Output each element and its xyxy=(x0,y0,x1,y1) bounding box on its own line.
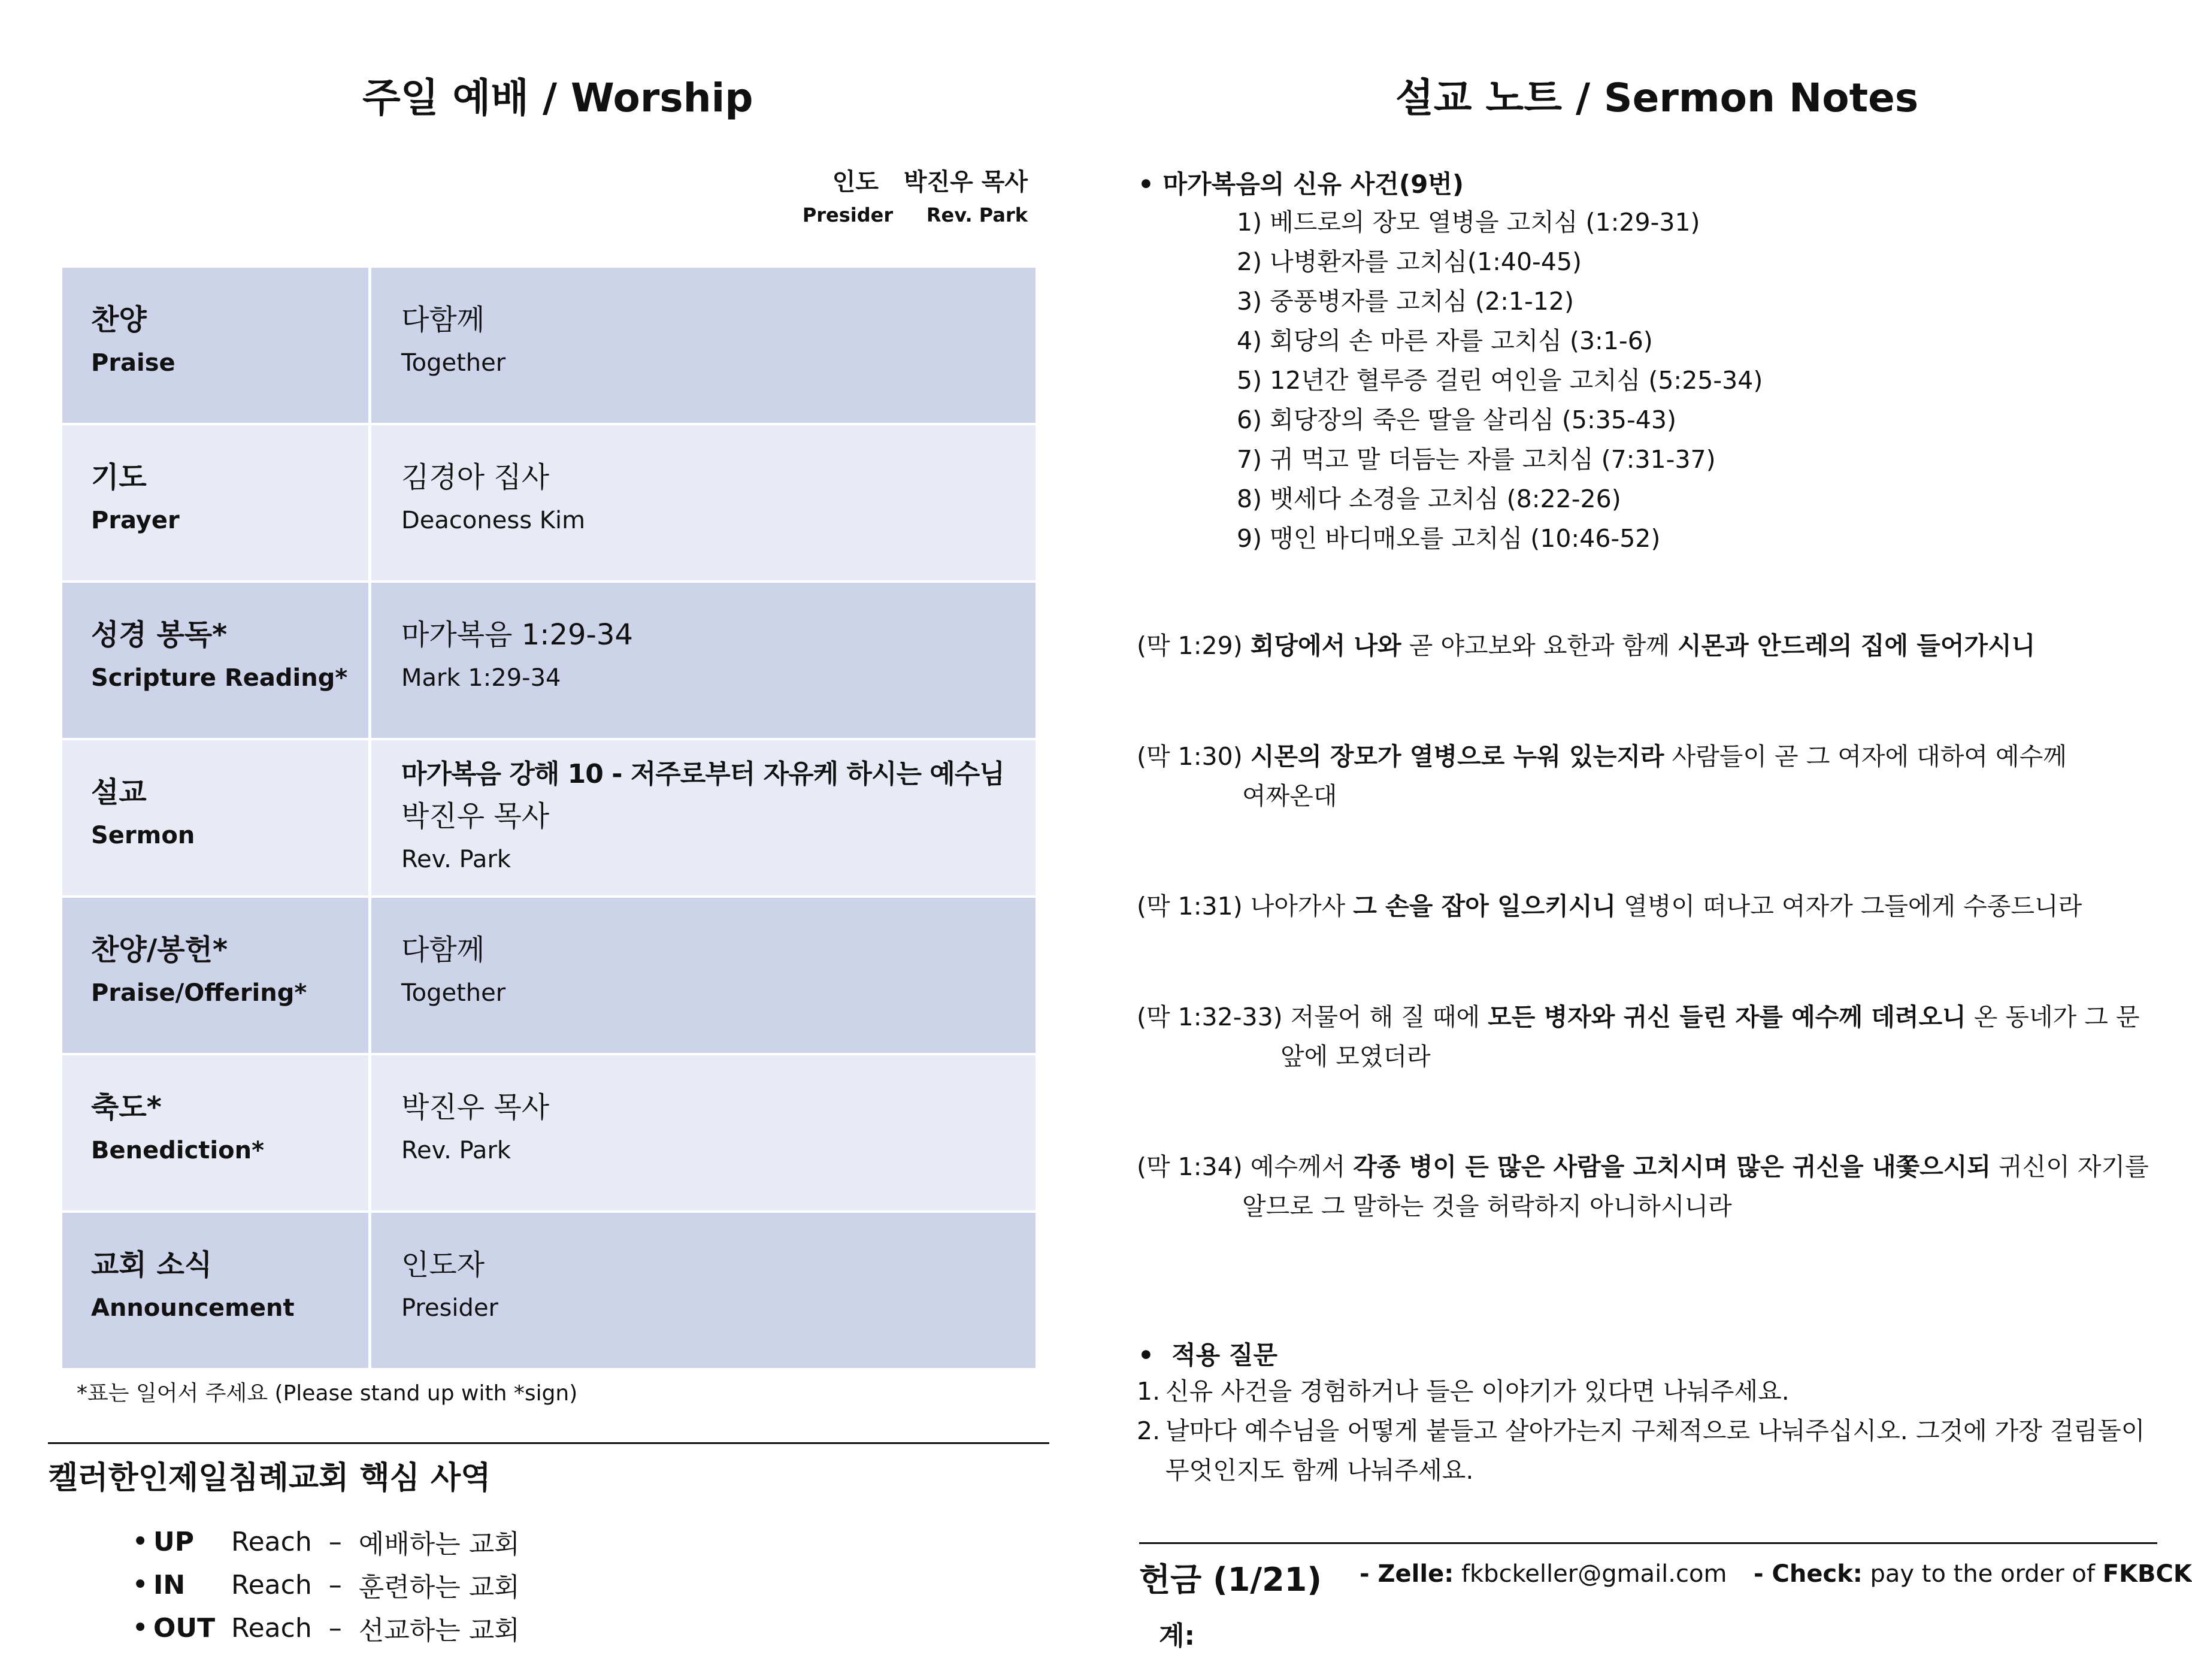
question-text: 신유 사건을 경험하거나 들은 이야기가 있다면 나눠주세요. xyxy=(1165,1377,1790,1406)
order-value-cell xyxy=(371,1213,1036,1368)
healing-list xyxy=(1237,202,1763,558)
order-row-announcement xyxy=(62,1213,1036,1368)
order-label-cell xyxy=(62,1213,371,1368)
question-header xyxy=(1138,1336,1277,1372)
presider-label-en: Presider xyxy=(802,204,894,226)
list-item: 2) 나병환자를 고치심(1:40-45) xyxy=(1237,247,1582,276)
section-divider xyxy=(48,1442,1049,1444)
bullet-icon: • xyxy=(132,1525,149,1558)
order-label-ko: 찬양/봉헌* xyxy=(91,933,228,967)
list-item: 8) 뱃세다 소경을 고치심 (8:22-26) xyxy=(1237,485,1621,513)
order-label-ko: 교회 소식 xyxy=(91,1248,213,1282)
question-header-text: 적용 질문 xyxy=(1171,1340,1278,1370)
healing-header-text: 마가복음의 신유 사건(9번) xyxy=(1162,169,1464,199)
bullet-icon: • xyxy=(1138,1340,1154,1370)
core-ministry-title: 켈러한인제일침례교회 핵심 사역 xyxy=(48,1460,491,1496)
presider-name-ko: 박진우 목사 xyxy=(903,168,1028,196)
verse-1-31 xyxy=(1137,886,2155,926)
order-value-ko: 인도자 xyxy=(401,1248,485,1282)
question-text: 날마다 예수님을 어떻게 붙들고 살아가는지 구체적으로 나눠주십시오. 그것에 가장 걸림돌이 무엇인지도 함께 나눠주세요. xyxy=(1165,1416,2145,1485)
presider-label-ko: 인도 xyxy=(832,168,879,196)
core-desc: 훈련하는 교회 xyxy=(358,1572,520,1603)
verse-1-32-33 xyxy=(1137,997,2155,1076)
list-item: 3) 중풍병자를 고치심 (2:1-12) xyxy=(1237,287,1574,316)
offering-total-label: 계: xyxy=(1159,1621,1195,1651)
core-reach: Reach xyxy=(231,1569,312,1600)
verse-emphasis: 회당에서 나와 xyxy=(1250,631,1401,660)
zelle-email: fkbckeller@gmail.com xyxy=(1461,1560,1727,1588)
verse-ref: (막 1:30) xyxy=(1137,742,1243,771)
order-label-cell xyxy=(62,898,371,1053)
verse-emphasis: 각종 병이 든 많은 사람을 고치시며 많은 귀신을 내쫓으시되 xyxy=(1353,1152,1991,1181)
offering-check xyxy=(1754,1560,2192,1588)
verse-emphasis: 시몬과 안드레의 집에 들어가시니 xyxy=(1677,631,2036,660)
verse-text: 예수께서 xyxy=(1250,1152,1346,1181)
order-label-en: Benediction* xyxy=(91,1137,264,1164)
order-value-en: Deaconess Kim xyxy=(401,507,586,534)
list-item: 1) 베드로의 장모 열병을 고치심 (1:29-31) xyxy=(1237,208,1700,237)
question-item xyxy=(1137,1411,2155,1490)
list-item: 9) 맹인 바디매오를 고치심 (10:46-52) xyxy=(1237,524,1661,553)
order-value-en: Presider xyxy=(401,1294,498,1322)
question-item xyxy=(1137,1372,2155,1411)
order-value-en: Mark 1:29-34 xyxy=(401,664,561,692)
sermon-title: 마가복음 강해 10 - 저주로부터 자유케 하시는 예수님 xyxy=(401,759,1004,789)
order-value-ko: 김경아 집사 xyxy=(401,461,550,494)
verse-continuation: 여짜온대 xyxy=(1242,782,1337,810)
order-label-cell xyxy=(62,425,371,580)
order-row-praise xyxy=(62,268,1036,423)
order-value-ko: 다함께 xyxy=(401,933,485,967)
check-payee: FKBCK xyxy=(2102,1560,2192,1588)
verse-ref: (막 1:29) xyxy=(1137,631,1243,660)
order-label-ko: 설교 xyxy=(91,776,147,809)
verse-text: 저물어 해 질 때에 xyxy=(1290,1003,1480,1031)
order-label-en: Sermon xyxy=(91,822,195,849)
list-item: 4) 회당의 손 마른 자를 고치심 (3:1-6) xyxy=(1237,326,1653,355)
order-row-benediction xyxy=(62,1055,1036,1210)
order-value-cell xyxy=(371,425,1036,580)
order-value-en: Together xyxy=(401,349,506,377)
list-item: 6) 회당장의 죽은 딸을 살리심 (5:35-43) xyxy=(1237,405,1676,434)
order-value-cell xyxy=(371,583,1036,738)
verse-1-29 xyxy=(1137,626,2155,665)
worship-title: 주일 예배 / Worship xyxy=(362,75,753,121)
verse-1-30 xyxy=(1137,737,2155,816)
verse-continuation: 앞에 모였더라 xyxy=(1280,1042,1431,1071)
sermon-notes-title: 설교 노트 / Sermon Notes xyxy=(1395,75,1919,121)
presider-english xyxy=(803,204,1028,226)
core-reach: Reach xyxy=(231,1526,312,1557)
order-label-cell xyxy=(62,1055,371,1210)
order-label-cell xyxy=(62,740,371,895)
verse-ref: (막 1:32-33) xyxy=(1137,1003,1283,1031)
check-label: - Check: xyxy=(1754,1560,1863,1588)
core-dash: – xyxy=(328,1526,342,1557)
core-dash: – xyxy=(328,1569,342,1600)
core-key: UP xyxy=(153,1526,194,1557)
order-row-prayer xyxy=(62,425,1036,580)
offering-divider xyxy=(1139,1542,2157,1544)
presider-korean xyxy=(832,163,1028,197)
order-value-en: Together xyxy=(401,979,506,1007)
verse-text: 온 동네가 그 문 xyxy=(1973,1003,2140,1031)
verse-ref: (막 1:34) xyxy=(1137,1152,1243,1181)
list-item: 5) 12년간 혈루증 걸린 여인을 고치심 (5:25-34) xyxy=(1237,366,1763,395)
question-number: 1. xyxy=(1137,1377,1161,1406)
order-label-en: Praise/Offering* xyxy=(91,979,307,1007)
order-value-ko: 박진우 목사 xyxy=(401,800,550,833)
bullet-icon: • xyxy=(132,1611,149,1645)
core-item-out xyxy=(132,1606,520,1649)
zelle-label: - Zelle: xyxy=(1360,1560,1454,1588)
question-number: 2. xyxy=(1137,1416,1161,1445)
core-item-up xyxy=(132,1520,520,1563)
core-reach: Reach xyxy=(231,1612,312,1643)
order-value-cell xyxy=(371,1055,1036,1210)
order-label-en: Scripture Reading* xyxy=(91,664,348,692)
verse-text: 귀신이 자기를 xyxy=(1999,1152,2149,1181)
core-item-in xyxy=(132,1563,520,1606)
bullet-icon: • xyxy=(1138,169,1154,199)
order-label-ko: 찬양 xyxy=(91,303,147,337)
order-label-en: Praise xyxy=(91,349,175,377)
core-ministry-list xyxy=(132,1520,520,1649)
verse-text: 사람들이 곧 그 여자에 대하여 예수께 xyxy=(1672,742,2067,771)
core-desc: 예배하는 교회 xyxy=(358,1529,520,1560)
order-value-cell xyxy=(371,268,1036,423)
order-value-en: Rev. Park xyxy=(401,846,511,873)
stand-up-note: *표는 일어서 주세요 (Please stand up with *sign) xyxy=(77,1381,578,1406)
core-key: IN xyxy=(153,1569,186,1600)
order-label-cell xyxy=(62,583,371,738)
verse-emphasis: 시몬의 장모가 열병으로 누워 있는지라 xyxy=(1250,742,1664,771)
core-dash: – xyxy=(328,1612,342,1643)
verse-text: 나아가사 xyxy=(1250,892,1346,921)
order-row-sermon xyxy=(62,740,1036,895)
order-label-cell xyxy=(62,268,371,423)
order-label-en: Announcement xyxy=(91,1294,295,1322)
order-row-scripture xyxy=(62,583,1036,738)
verse-ref: (막 1:31) xyxy=(1137,892,1243,921)
question-list xyxy=(1137,1372,2155,1490)
list-item: 7) 귀 먹고 말 더듬는 자를 고치심 (7:31-37) xyxy=(1237,445,1716,474)
order-value-ko: 마가복음 1:29-34 xyxy=(401,618,633,652)
core-key: OUT xyxy=(153,1612,216,1643)
order-value-cell xyxy=(371,898,1036,1053)
order-value-ko: 박진우 목사 xyxy=(401,1091,550,1124)
bullet-icon: • xyxy=(132,1568,149,1602)
order-label-ko: 성경 봉독* xyxy=(91,618,228,652)
verse-1-34 xyxy=(1137,1147,2155,1226)
presider-name-en: Rev. Park xyxy=(926,204,1028,226)
offering-zelle xyxy=(1360,1560,1727,1588)
order-value-ko: 다함께 xyxy=(401,303,485,337)
order-label-en: Prayer xyxy=(91,507,180,534)
verse-emphasis: 그 손을 잡아 일으키시니 xyxy=(1353,892,1616,921)
offering-title: 헌금 (1/21) xyxy=(1139,1561,1322,1599)
order-row-offering xyxy=(62,898,1036,1053)
order-value-cell xyxy=(371,740,1036,895)
verse-text: 곧 야고보와 요한과 함께 xyxy=(1409,631,1670,660)
verse-emphasis: 모든 병자와 귀신 들린 자를 예수께 데려오니 xyxy=(1488,1003,1966,1031)
verse-text: 열병이 떠나고 여자가 그들에게 수종드니라 xyxy=(1624,892,2082,921)
check-text: pay to the order of xyxy=(1870,1560,2095,1588)
healing-header xyxy=(1138,165,1464,201)
verse-continuation: 알므로 그 말하는 것을 허락하지 아니하시니라 xyxy=(1242,1192,1732,1221)
order-of-worship-table xyxy=(62,268,1036,1370)
order-label-ko: 축도* xyxy=(91,1091,162,1124)
order-value-en: Rev. Park xyxy=(401,1137,511,1164)
order-label-ko: 기도 xyxy=(91,461,147,494)
core-desc: 선교하는 교회 xyxy=(358,1615,520,1646)
